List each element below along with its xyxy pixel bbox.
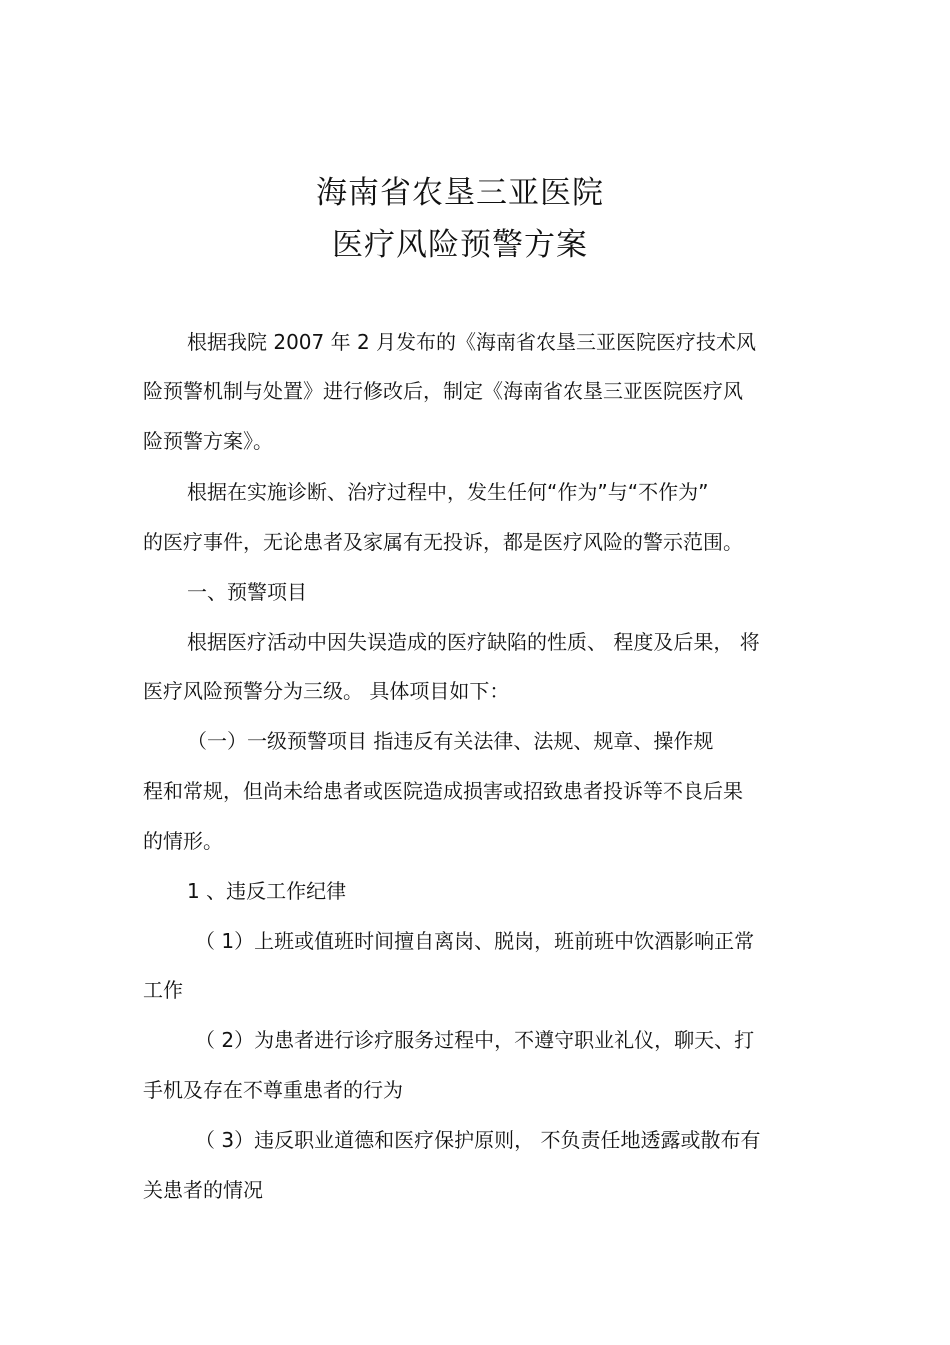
list-item: （ 1）上班或值班时间擅自离岗、脱岗，班前班中饮酒影响正常 — [195, 929, 755, 953]
subsection-heading: 1 、违反工作纪律 — [187, 879, 347, 903]
paragraph-line: 的医疗事件，无论患者及家属有无投诉，都是医疗风险的警示范围。 — [143, 530, 743, 554]
list-item-continuation: 关患者的情况 — [143, 1178, 263, 1202]
paragraph-line: （一）一级预警项目 指违反有关法律、法规、规章、操作规 — [187, 729, 714, 753]
document-title-plan: 医疗风险预警方案 — [332, 227, 588, 263]
section-heading: 一、预警项目 — [187, 580, 307, 604]
paragraph-line: 根据在实施诊断、治疗过程中，发生任何“作为”与“不作为” — [187, 480, 709, 504]
paragraph-line: 程和常规，但尚未给患者或医院造成损害或招致患者投诉等不良后果 — [143, 779, 743, 803]
paragraph-line: 险预警机制与处置》进行修改后，制定《海南省农垦三亚医院医疗风 — [143, 379, 743, 403]
paragraph-line: 根据我院 2007 年 2 月发布的《海南省农垦三亚医院医疗技术风 — [187, 330, 757, 354]
paragraph-line: 险预警方案》。 — [143, 429, 273, 453]
list-item: （ 3）违反职业道德和医疗保护原则， 不负责任地透露或散布有 — [195, 1128, 761, 1152]
paragraph-line: 根据医疗活动中因失误造成的医疗缺陷的性质、 程度及后果， 将 — [187, 630, 760, 654]
paragraph-line: 医疗风险预警分为三级。 具体项目如下： — [143, 679, 510, 703]
list-item: （ 2）为患者进行诊疗服务过程中，不遵守职业礼仪，聊天、打 — [195, 1028, 755, 1052]
document-title-hospital: 海南省农垦三亚医院 — [316, 175, 604, 211]
list-item-continuation: 工作 — [143, 978, 183, 1002]
paragraph-line: 的情形。 — [143, 829, 223, 853]
list-item-continuation: 手机及存在不尊重患者的行为 — [143, 1078, 403, 1102]
